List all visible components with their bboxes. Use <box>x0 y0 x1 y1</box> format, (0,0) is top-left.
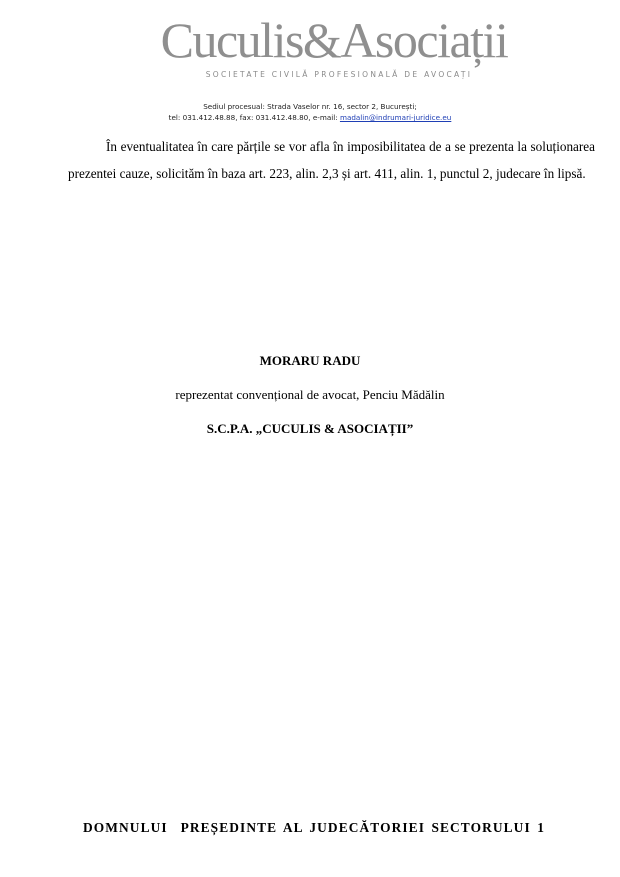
email-link[interactable]: madalin@indrumari-juridice.eu <box>339 113 452 122</box>
signatory-name: MORARU RADU <box>259 353 361 368</box>
body-paragraph: În eventualitatea în care părțile se vor afla în imposibilitatea de a se prezenta la soluționarea prezentei cauze, solicităm în baza art. 223, alin. 2,3 și art. 411, alin. 1, punctul 2, judecare în lipsă. <box>68 139 595 181</box>
letterhead-contact <box>0 101 620 123</box>
signatory-firm: S.C.P.A. „CUCULIS & ASOCIAȚII” <box>206 421 414 436</box>
contact-prefix: tel: 031.412.48.88, fax: 031.412.48.80, e-mail: <box>168 113 340 122</box>
addressee-line: DOMNULUI PREȘEDINTE AL JUDECĂTORIEI SECTORULUI 1 <box>83 820 546 835</box>
contact-line <box>0 112 620 123</box>
firm-logo-title: Cuculis&Asociații <box>160 12 508 68</box>
address-line: Sediul procesual: Strada Vaselor nr. 16, sector 2, București; <box>203 102 417 111</box>
firm-logo-subtitle: SOCIETATE CIVILĂ PROFESIONALĂ DE AVOCAȚI <box>205 70 473 79</box>
signatory-representation: reprezentat convențional de avocat, Penciu Mădălin <box>175 387 445 402</box>
letterhead <box>0 14 620 79</box>
